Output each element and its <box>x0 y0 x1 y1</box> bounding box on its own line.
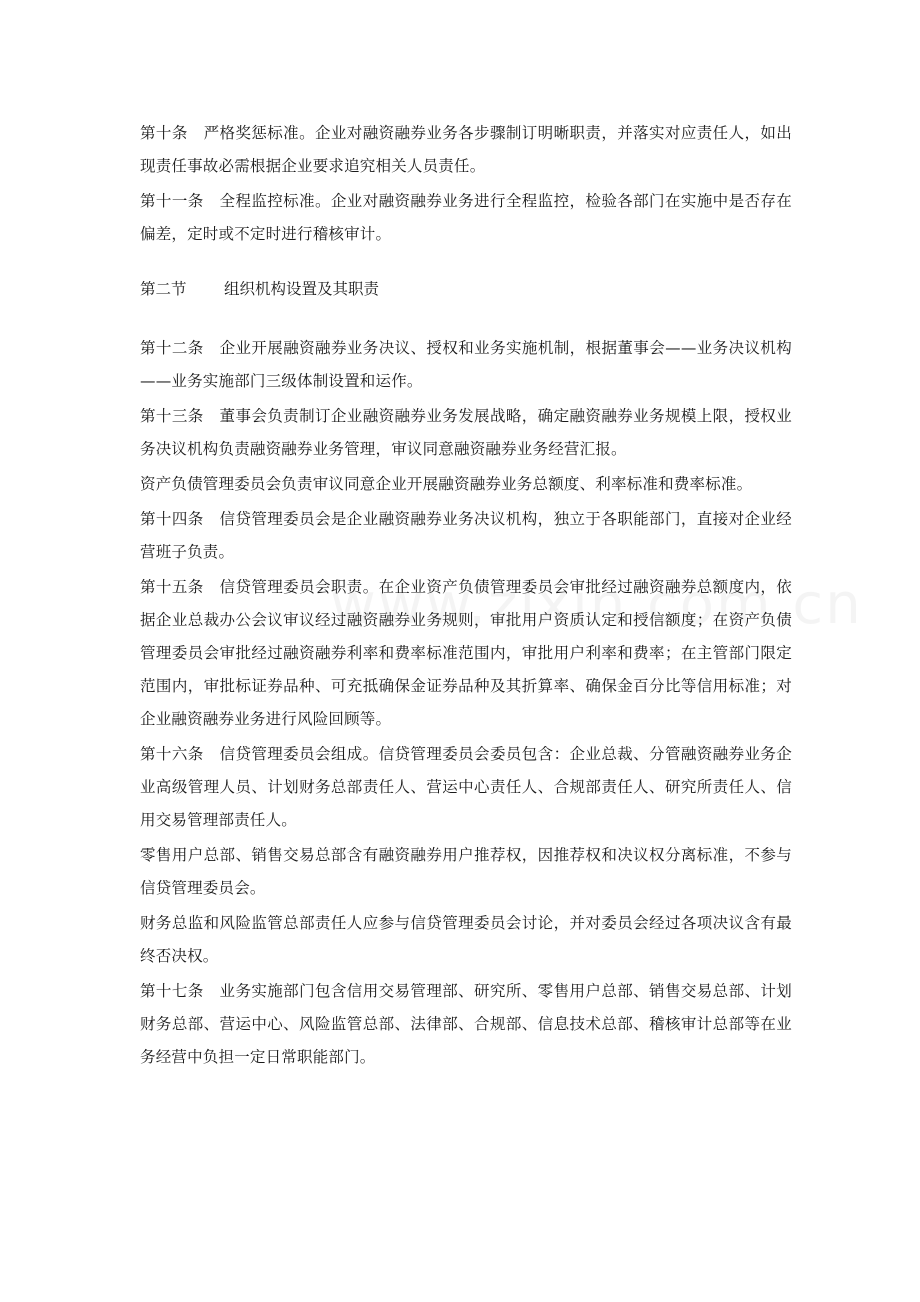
section-heading <box>140 273 792 306</box>
article-14: 第十四条 信贷管理委员会是企业融资融券业务决议机构，独立于各职能部门，直接对企业经营班子负责。 <box>140 510 792 561</box>
article-11: 第十一条 全程监控标准。企业对融资融券业务进行全程监控，检验各部门在实施中是否存在偏差，定时或不定时进行稽核审计。 <box>140 192 792 243</box>
article-13: 第十三条 董事会负责制订企业融资融券业务发展战略，确定融资融券业务规模上限，授权业务决议机构负责融资融券业务管理，审议同意融资融券业务经营汇报。 <box>140 407 792 458</box>
section-number: 第二节 <box>140 280 187 298</box>
article-15: 第十五条 信贷管理委员会职责。在企业资产负债管理委员会审批经过融资融券总额度内，依据企业总裁办公会议审议经过融资融券业务规则，审批用户资质认定和授信额度；在资产负债管理委员会审批经过融资融券利率和费率标准范围内，审批用户利率和费率；在主管部门限定范围内，审批标证券品种、可充抵确保金证券品种及其折算率、确保金百分比等信用标准；对企业融资融券业务进行风险回顾等。 <box>140 578 792 728</box>
article-12: 第十二条 企业开展融资融券业务决议、授权和业务实施机制，根据董事会——业务决议机构——业务实施部门三级体制设置和运作。 <box>140 339 792 390</box>
article-16-supplement-2: 财务总监和风险监管总部责任人应参与信贷管理委员会讨论，并对委员会经过各项决议含有最终否决权。 <box>140 914 792 965</box>
document-body <box>140 117 792 1076</box>
article-16: 第十六条 信贷管理委员会组成。信贷管理委员会委员包含：企业总裁、分管融资融券业务企业高级管理人员、计划财务总部责任人、营运中心责任人、合规部责任人、研究所责任人、信用交易管理部责任人。 <box>140 745 792 829</box>
article-17: 第十七条 业务实施部门包含信用交易管理部、研究所、零售用户总部、销售交易总部、计划财务总部、营运中心、风险监管总部、法律部、合规部、信息技术总部、稽核审计总部等在业务经营中负担一定日常职能部门。 <box>140 982 792 1066</box>
article-13-supplement: 资产负债管理委员会负责审议同意企业开展融资融券业务总额度、利率标准和费率标准。 <box>140 475 753 493</box>
article-10: 第十条 严格奖惩标准。企业对融资融券业务各步骤制订明晰职责，并落实对应责任人，如出现责任事故必需根据企业要求追究相关人员责任。 <box>140 124 792 175</box>
article-16-supplement-1: 零售用户总部、销售交易总部含有融资融券用户推荐权，因推荐权和决议权分离标准，不参与信贷管理委员会。 <box>140 846 792 897</box>
section-title: 组织机构设置及其职责 <box>224 280 380 298</box>
